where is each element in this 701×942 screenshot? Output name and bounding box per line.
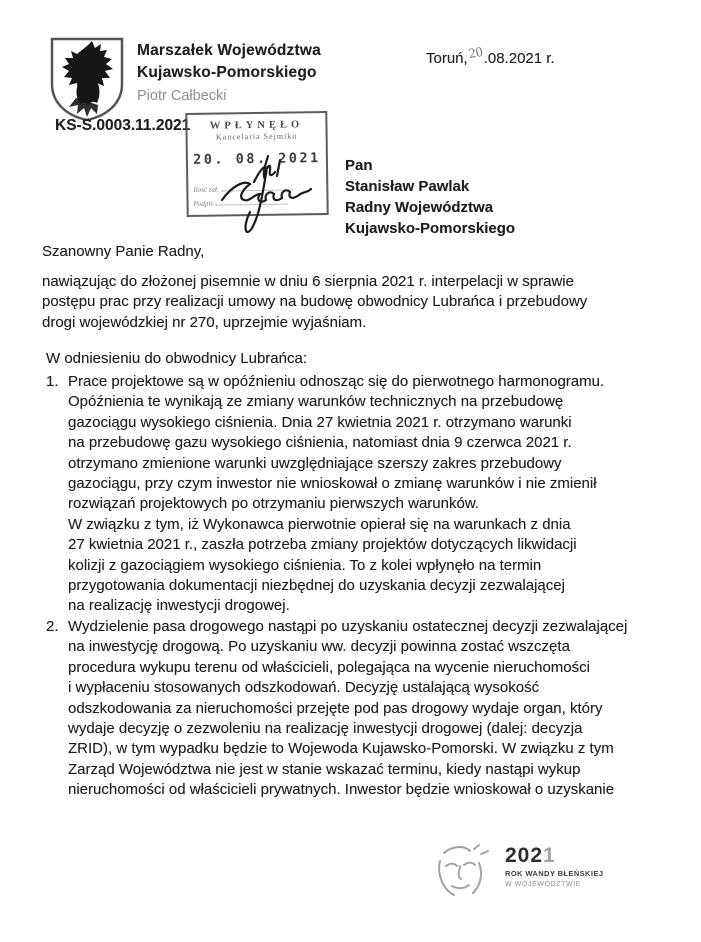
stamp-title: WPŁYNĘŁO [209,119,304,132]
stamp-date: 20. 08. 2021 [193,150,321,168]
body-line: nawiązując do złożonej pisemnie w dniu 6 sierpnia 2021 r. interpelacji w sprawie [42,273,574,290]
body-line: odszkodowania za nieruchomości przejęte pod pas drogowy wydaje organ, który [68,699,603,717]
footer-year-dark: 202 [505,844,544,867]
footer-logo-text [505,845,603,888]
footer-year-light: 1 [543,844,556,867]
body-line: Zarząd Województwa nie jest w stanie wskazać terminu, kiedy nastąpi wykup [68,760,581,778]
wanda-blenska-face-sketch-icon [430,843,494,901]
stamp-attachments-label: Ilość zał. [193,185,219,194]
recipient-line: Radny Województwa [345,199,494,216]
dateline-place: Toruń, [426,50,468,67]
body-line: gazociągu wysokiego ciśnienia. Dnia 27 kwietnia 2021 r. otrzymano warunki [68,413,572,431]
body-line: wydaje decyzję o zezwoleniu na realizację inwestycji drogowej (dalej: decyzja [68,720,583,738]
recipient-line: Pan [345,157,373,174]
recipient-block [345,155,515,239]
sender-block [137,40,321,107]
recipient-line: Kujawsko-Pomorskiego [345,220,516,237]
recipient-line: Stanisław Pawlak [345,178,470,195]
reference-number: KS-S.0003.11.2021 [55,117,191,134]
body-line: otrzymano zmienione warunki uwzględniające szerszy zakres przebudowy [68,454,562,472]
stamp-office: Kancelaria Sejmiku [215,131,298,142]
sender-name: Piotr Całbecki [137,88,227,104]
footer-line2: W WOJEWÓDZTWIE [505,881,582,888]
dateline [426,44,555,68]
body-line: i wypłaceniu stosowanych odszkodowań. Decyzję ustalającą wysokość [68,679,540,697]
body-line: nieruchomości od właścicieli prywatnych. Inwestor będzie wnioskował o uzyskanie [68,781,615,799]
body-line: drogi wojewódzkiej nr 270, uprzejmie wyjaśniam. [42,313,367,331]
list-item-2 [46,617,627,801]
list-item-number: 2. [46,618,59,635]
list-item-number: 1. [46,373,59,390]
handwritten-day: 20 [467,44,484,63]
body-line: postępu prac przy realizacji umowy na budowę obwodnicy Lubrańca i przebudowy [42,293,588,311]
intro-paragraph [42,272,587,333]
body-line: ZRID), w tym wypadku będzie to Wojewoda Kujawsko-Pomorski. W związku z tym [68,740,614,758]
body-line: na inwestycję drogową. Po uzyskaniu ww. decyzji powinna zostać wszczęta [68,638,570,656]
coat-of-arms-icon [46,36,128,122]
list-item-1 [46,372,604,617]
handwritten-signature [216,148,336,248]
body-line: W związku z tym, iż Wykonawca pierwotnie opierał się na warunkach z dnia [68,515,571,533]
body-line: na realizację inwestycji drogowej. [68,597,290,615]
footer-year [505,845,603,867]
body-line: 27 kwietnia 2021 r., zaszła potrzeba zmiany projektów dotyczących likwidacji [68,536,577,554]
salutation: Szanowny Panie Radny, [42,243,205,260]
stamp-signature-label: Podpis [193,199,214,208]
body-line: gazociągu, przy czym inwestor nie wnioskował o zmianę warunków i nie zmienił [68,475,597,493]
body-line: kolizji z gazociągiem wysokiego ciśnienia. To z kolei wpłynęło na termin [68,556,542,574]
body-line: Opóźnienia te wynikają ze zmiany warunków technicznych na przebudowę [68,393,564,411]
body-line: na przebudowę gazu wysokiego ciśnienia, natomiast dnia 9 czerwca 2021 r. [68,434,572,452]
body-line: przygotowania dokumentacji niezbędnej do uzyskania decyzji zezwalającej [68,577,565,595]
body-line: Wydzielenie pasa drogowego nastąpi po uzyskaniu ostatecznej decyzji zezwalającej [68,618,628,635]
dateline-rest: .08.2021 r. [483,50,555,67]
sender-title-line1: Marszałek Województwa [137,42,321,59]
body-line: Prace projektowe są w opóźnieniu odnosząc się do pierwotnego harmonogramu. [68,373,605,390]
sender-title-line2: Kujawsko-Pomorskiego [137,64,317,81]
body-line: rozwiązań projektowych po otrzymaniu pierwszych warunków. [68,495,480,513]
section-heading: W odniesieniu do obwodnicy Lubrańca: [46,350,307,367]
body-line: procedura wykupu terenu od właścicieli, polegająca na wycenie nieruchomości [68,658,590,676]
footer-line1: ROK WANDY BŁEŃSKIEJ [505,869,604,878]
